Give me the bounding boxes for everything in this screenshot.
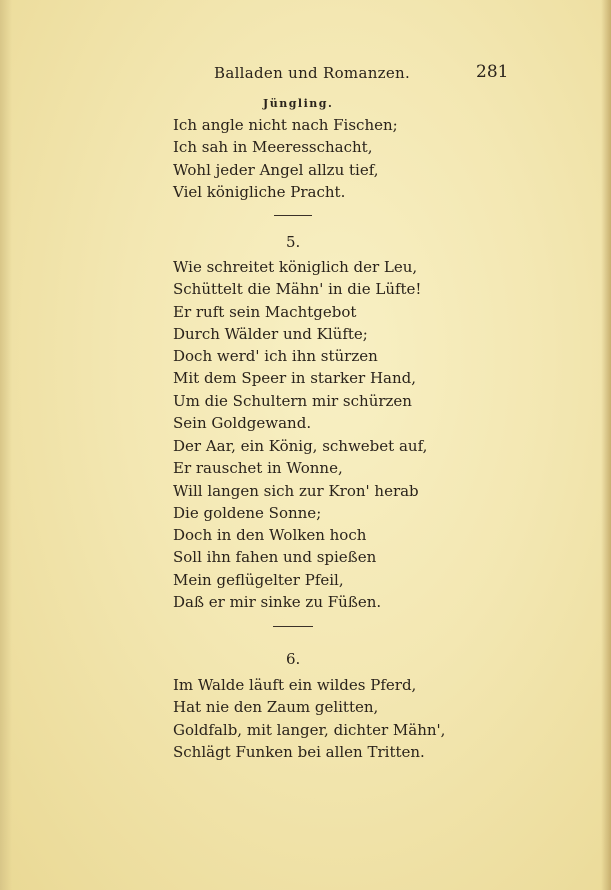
stanza (173, 674, 445, 764)
stanza (173, 256, 421, 346)
stanza (173, 345, 416, 435)
verse-line: Doch in den Wolken hoch (173, 526, 367, 544)
verse-line: Um die Schultern mir schürzen (173, 391, 412, 410)
page-edge-left (0, 0, 12, 890)
verse-line: Goldfalb, mit langer, dichter Mähn', (173, 720, 446, 739)
verse-line: Hat nie den Zaum gelitten, (173, 698, 379, 717)
verse-line: Der Aar, ein König, schwebet auf, (173, 437, 428, 455)
verse-line: Wie schreitet königlich der Leu, (173, 258, 418, 276)
speaker-label: Jüngling. (263, 97, 334, 110)
verse-line: Ich angle nicht nach Fischen; (173, 116, 398, 134)
stanza (173, 524, 381, 614)
section-divider (273, 626, 313, 627)
verse-line: Er rauschet in Wonne, (173, 459, 343, 478)
verse-line: Daß er mir sinke zu Füßen. (173, 593, 382, 612)
verse-line: Wohl jeder Angel allzu tief, (173, 160, 379, 179)
stanza (173, 435, 427, 525)
verse-line: Im Walde läuft ein wildes Pferd, (173, 676, 417, 694)
page-edge-right (601, 0, 611, 890)
section-number: 6. (286, 650, 301, 668)
page-number: 281 (476, 62, 509, 82)
verse-line: Durch Wälder und Klüfte; (173, 325, 368, 344)
section-number: 5. (286, 233, 301, 251)
verse-line: Sein Goldgewand. (173, 414, 312, 433)
verse-line: Soll ihn fahen und spießen (173, 548, 377, 567)
verse-line: Schlägt Funken bei allen Tritten. (173, 743, 425, 762)
stanza (173, 114, 398, 204)
page-header (0, 62, 611, 86)
verse-line: Die goldene Sonne; (173, 504, 322, 523)
running-head: Balladen und Romanzen. (214, 64, 411, 82)
verse-line: Schüttelt die Mähn' in die Lüfte! (173, 280, 422, 299)
verse-line: Ich sah in Meeresschacht, (173, 138, 373, 157)
verse-line: Mein geflügelter Pfeil, (173, 570, 344, 589)
section-divider (274, 215, 312, 216)
verse-line: Will langen sich zur Kron' herab (173, 481, 419, 500)
verse-line: Mit dem Speer in starker Hand, (173, 369, 417, 388)
verse-line: Viel königliche Pracht. (173, 183, 346, 202)
verse-line: Doch werd' ich ihn stürzen (173, 347, 378, 365)
verse-line: Er ruft sein Machtgebot (173, 302, 357, 321)
